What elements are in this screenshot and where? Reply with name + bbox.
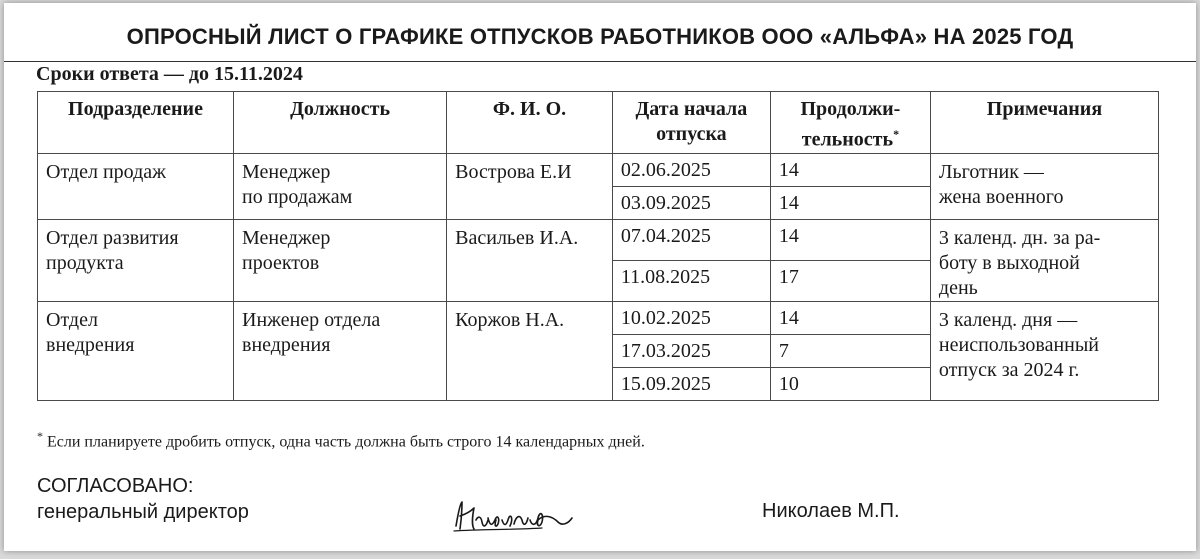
cell-duration: 10 <box>770 367 930 400</box>
cell-start-date: 03.09.2025 <box>612 186 770 219</box>
cell-start-date: 11.08.2025 <box>612 260 770 301</box>
header-duration: Продолжи-тельность* <box>770 92 930 154</box>
cell-position: Менеджер по продажам <box>234 153 447 219</box>
signature <box>452 496 592 536</box>
cell-name: Вострова Е.И <box>447 153 613 219</box>
cell-duration: 14 <box>770 153 930 186</box>
header-notes: Примечания <box>930 92 1158 154</box>
cell-position: Менеджер проектов <box>234 219 447 301</box>
cell-duration: 7 <box>770 334 930 367</box>
footnote-marker: * <box>893 127 900 141</box>
header-unit: Подразделение <box>38 92 234 154</box>
table-row <box>38 153 1159 186</box>
cell-start-date: 02.06.2025 <box>612 153 770 186</box>
footnote <box>37 429 645 451</box>
footnote-text: Если планируете дробить отпуск, одна часть должна быть строго 14 календарных дней. <box>47 433 645 451</box>
cell-note: 3 календ. дн. за ра- боту в выходной день <box>930 219 1158 301</box>
table-row <box>38 219 1159 260</box>
cell-duration: 14 <box>770 186 930 219</box>
director-name: Николаев М.П. <box>762 500 900 522</box>
approval-label: СОГЛАСОВАНО: генеральный директор <box>37 475 249 523</box>
cell-duration: 17 <box>770 260 930 301</box>
cell-unit: Отдел развития продукта <box>38 219 234 301</box>
title-box <box>4 3 1196 62</box>
footnote-marker: * <box>37 429 43 443</box>
document-title: ОПРОСНЫЙ ЛИСТ О ГРАФИКЕ ОТПУСКОВ РАБОТНИКОВ ООО «АЛЬФА» НА 2025 ГОД <box>126 24 1074 49</box>
cell-start-date: 17.03.2025 <box>612 334 770 367</box>
vacation-table <box>37 91 1159 401</box>
response-deadline: Сроки ответа — до 15.11.2024 <box>36 63 303 85</box>
cell-note: Льготник — жена военного <box>930 153 1158 219</box>
cell-unit: Отдел продаж <box>38 153 234 219</box>
cell-name: Коржов Н.А. <box>447 301 613 400</box>
cell-start-date: 15.09.2025 <box>612 367 770 400</box>
cell-duration: 14 <box>770 219 930 260</box>
document-sheet <box>4 3 1196 551</box>
cell-start-date: 10.02.2025 <box>612 301 770 334</box>
cell-duration: 14 <box>770 301 930 334</box>
cell-unit: Отдел внедрения <box>38 301 234 400</box>
header-position: Должность <box>234 92 447 154</box>
cell-position: Инженер отдела внедрения <box>234 301 447 400</box>
table-row <box>38 301 1159 334</box>
cell-start-date: 07.04.2025 <box>612 219 770 260</box>
header-start-date: Дата начала отпуска <box>612 92 770 154</box>
cell-note: 3 календ. дня — неиспользованный отпуск за 2024 г. <box>930 301 1158 400</box>
cell-name: Васильев И.А. <box>447 219 613 301</box>
table-header-row <box>38 92 1159 154</box>
header-name: Ф. И. О. <box>447 92 613 154</box>
